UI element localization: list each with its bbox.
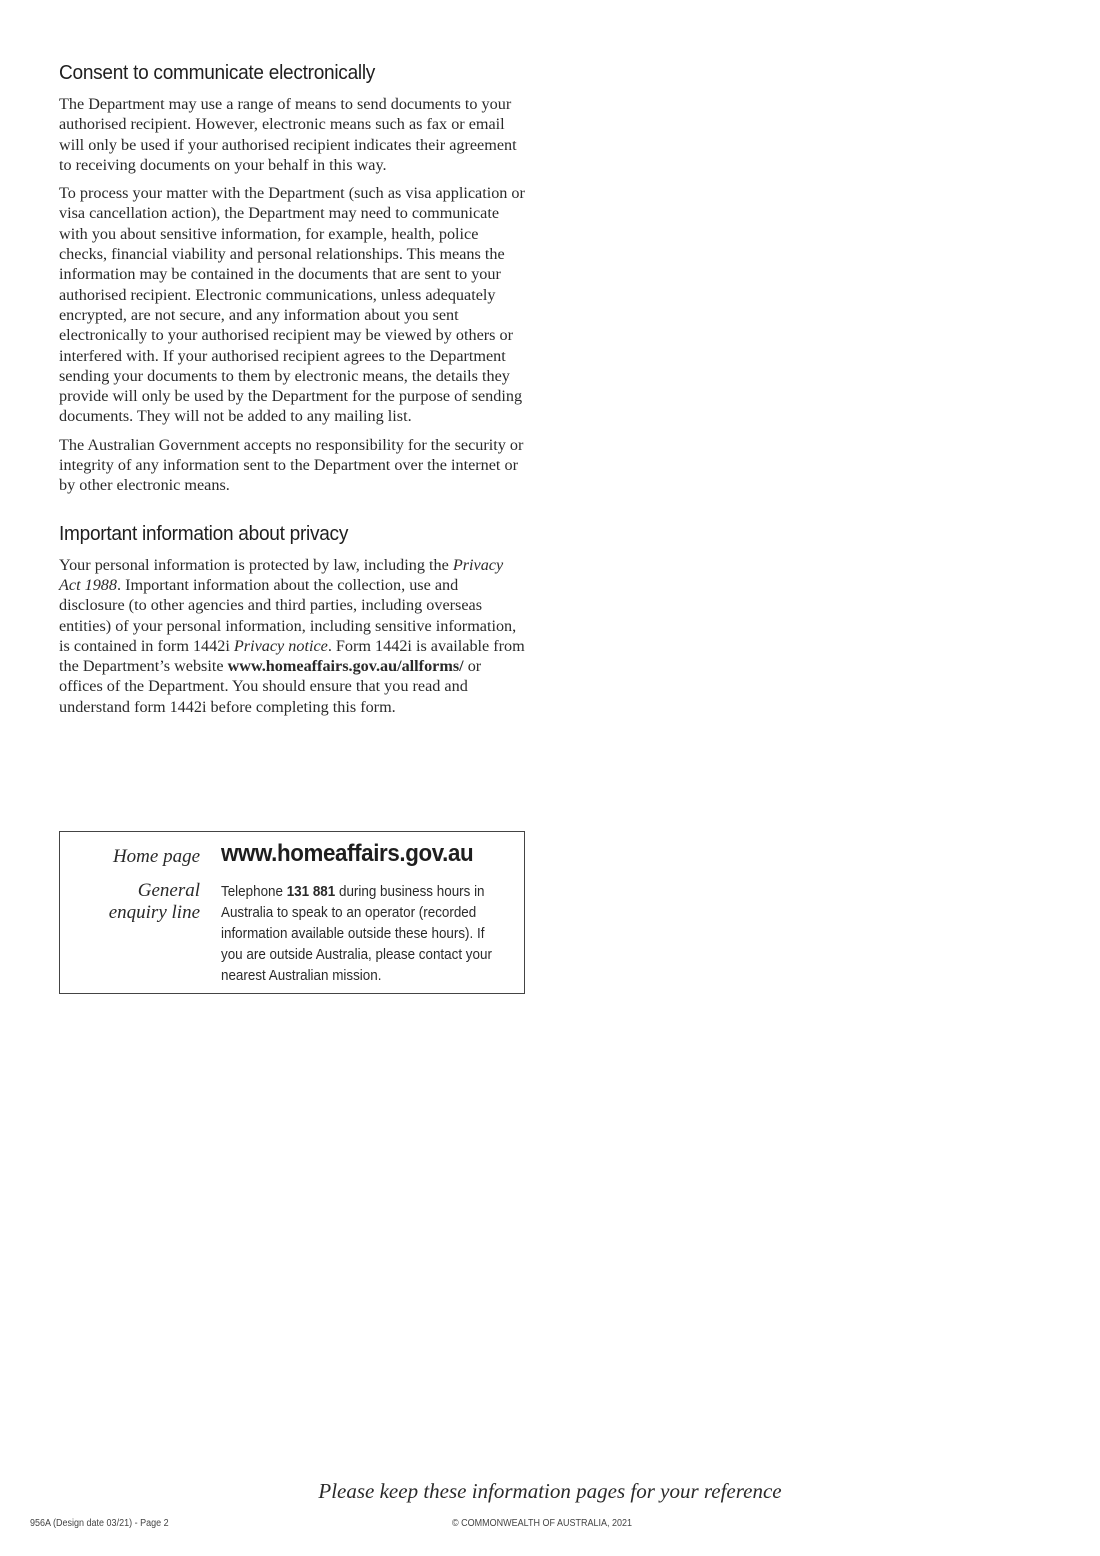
privacy-notice-title: Privacy notice — [233, 636, 328, 655]
consent-paragraph-3: The Australian Government accepts no responsibility for the security or integrity of any information sent to the Department over the internet or by other electronic means. — [59, 435, 524, 495]
copyright-notice: © COMMONWEALTH OF AUSTRALIA, 2021 — [452, 1518, 632, 1529]
home-page-url[interactable]: www.homeaffairs.gov.au — [221, 840, 474, 867]
privacy-paragraph — [59, 555, 527, 717]
general-enquiry-label — [109, 880, 200, 924]
enquiry-label-line-1: General — [137, 880, 200, 901]
enquiry-text — [221, 882, 497, 987]
keep-pages-note: Please keep these information pages for your reference — [318, 1479, 782, 1503]
form-reference: 956A (Design date 03/21) - Page 2 — [30, 1518, 169, 1529]
privacy-heading: Important information about privacy — [59, 521, 349, 545]
telephone-prefix: Telephone — [221, 884, 287, 900]
contact-info-box — [59, 831, 525, 994]
telephone-number: 131 881 — [286, 884, 336, 900]
privacy-text-1: Your personal information is protected by law, including the — [59, 555, 453, 574]
consent-heading: Consent to communicate electronically — [59, 61, 376, 84]
privacy-text-4: or offices of the Department. You should ensure that you read and understand form 1442i before completing this form. — [59, 657, 482, 716]
allforms-link[interactable]: www.homeaffairs.gov.au/allforms/ — [227, 657, 464, 676]
main-column — [59, 60, 527, 725]
privacy-act-title: Privacy Act 1988 — [59, 555, 504, 594]
enquiry-label-line-2: enquiry line — [108, 902, 200, 923]
home-page-label: Home page — [112, 846, 200, 867]
consent-paragraph-2: To process your matter with the Department (such as visa application or visa cancellation action), the Department may need to communicate with you about sensitive information, for example, health, police checks, financial viability and personal relationships. This means the information may be contained in the documents that are sent to your authorised recipient. Electronic communications, unless adequately encrypted, are not secure, and any information about you sent electronically to your authorised recipient may be viewed by others or interfered with. If your authorised recipient agrees to the Department sending your documents to them by electronic means, the details they provide will only be used by the Department for the purpose of sending documents. They will not be added to any mailing list. — [59, 184, 525, 426]
consent-paragraph-1: The Department may use a range of means to send documents to your authorised recipient. However, electronic means such as fax or email will only be used if your authorised recipient indicates their agreement to receiving documents on your behalf in this way. — [59, 95, 517, 174]
privacy-text-2: . Important information about the collection, use and disclosure (to other agencies and third parties, including overseas entities) of your personal information, including sensitive information, is contained in form 1442i — [59, 575, 517, 655]
privacy-text-3: . Form 1442i is available from the Department’s website — [59, 636, 525, 676]
telephone-details: during business hours in Australia to speak to an operator (recorded information available outside these hours). If you are outside Australia, please contact your nearest Australian mission. — [221, 884, 492, 984]
